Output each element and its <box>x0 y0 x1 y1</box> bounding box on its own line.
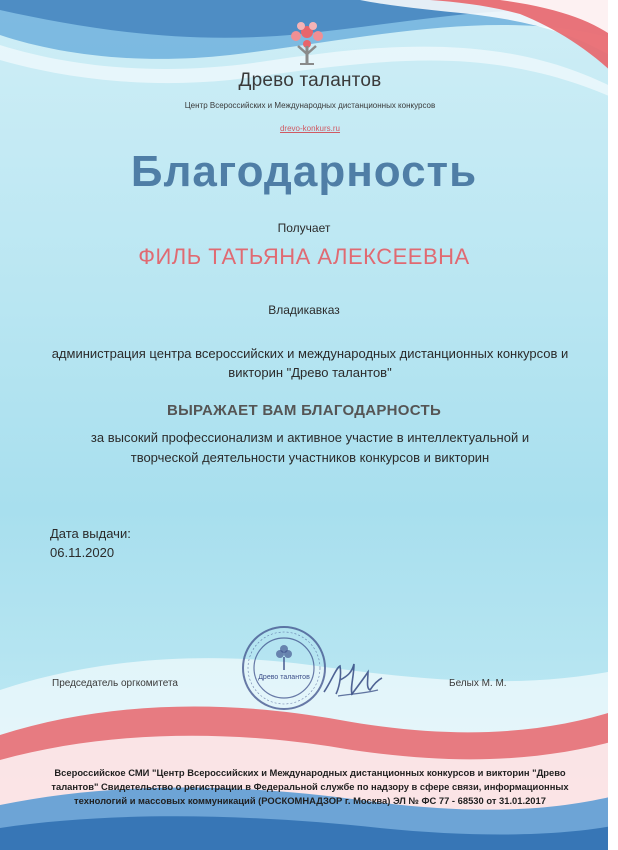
issue-date-value: 06.11.2020 <box>50 545 115 560</box>
certificate-title: Благодарность <box>130 147 478 196</box>
logo-subtitle: Центр Всероссийских и Международных дистанционных конкурсов <box>184 101 436 110</box>
official-stamp-icon <box>240 624 328 712</box>
gratitude-reason: за высокий профессионализм и активное участие в интеллектуальной и творческой деятельности участников конкурсов и викторин <box>90 430 530 465</box>
scan-edge <box>608 0 618 850</box>
stamp-text: Древо талантов <box>258 674 310 681</box>
chair-label: Председатель оргкомитета <box>52 678 178 689</box>
footer-registration-text: Всероссийское СМИ "Центр Всероссийских и Международных дистанционных конкурсов и викторин "Древо талантов" Свидетельство о регистрации в Федеральной службе по надзору в сфере связи, информационных технологий и массовых коммуникаций (РОСКОМНАДЗОР г. Москва) ЭЛ № ФС 77 - 68530 от 31.01.2017 <box>51 767 569 806</box>
logo-url-link[interactable]: drevo-konkurs.ru <box>279 124 341 133</box>
issuer-text: администрация центра всероссийских и международных дистанционных конкурсов и викторин "Древо талантов" <box>51 346 569 380</box>
issue-date-label: Дата выдачи: <box>50 526 131 541</box>
recipient-name: ФИЛЬ ТАТЬЯНА АЛЕКСЕЕВНА <box>138 244 470 269</box>
chair-name: Белых М. М. <box>449 678 507 689</box>
tree-people-logo-icon <box>282 18 332 68</box>
logo-title: Древо талантов <box>238 70 382 91</box>
receives-label: Получает <box>277 221 331 235</box>
recipient-city: Владикавказ <box>268 303 340 317</box>
express-gratitude-line: ВЫРАЖАЕТ ВАМ БЛАГОДАРНОСТЬ <box>166 402 442 419</box>
handwritten-signature-icon <box>318 650 388 710</box>
